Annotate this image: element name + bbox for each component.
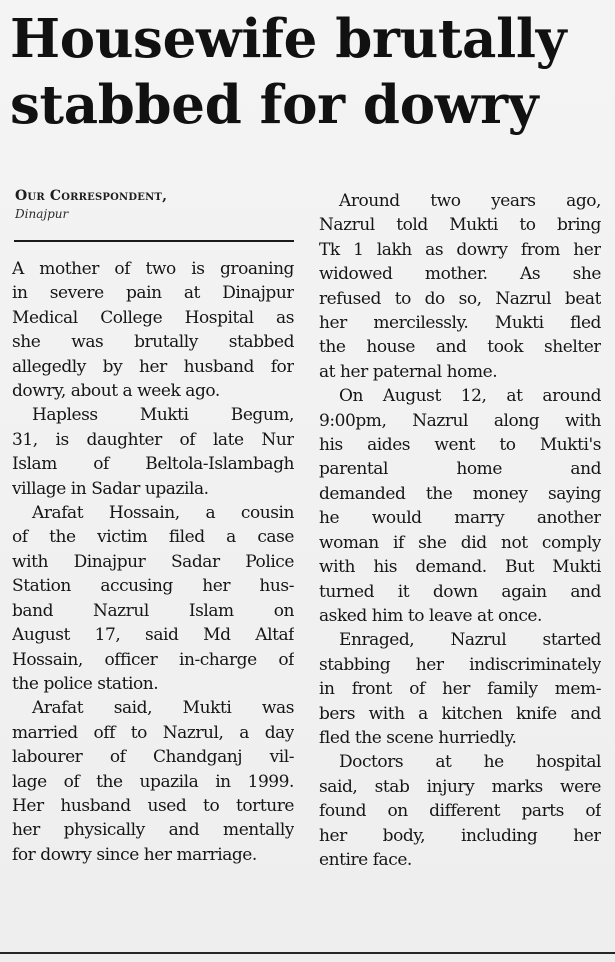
article-line: widowed mother. As she	[319, 264, 601, 285]
article-line: Tk 1 lakh as dowry from her	[319, 239, 601, 260]
article-line: of the victim filed a case	[12, 527, 294, 548]
article-line: Arafat said, Mukti was	[32, 698, 294, 719]
article-line: asked him to leave at once.	[319, 605, 542, 626]
headline-line: stabbed for dowry	[10, 74, 539, 136]
article-line: bers with a kitchen knife and	[319, 703, 601, 724]
article-line: her mercilessly. Mukti fled	[319, 313, 601, 334]
article-line: dowry, about a week ago.	[12, 381, 220, 402]
article-line: he would marry another	[319, 508, 601, 529]
article-line: demanded the money saying	[319, 483, 601, 504]
article-line: parental home and	[319, 459, 601, 480]
article-line: On August 12, at around	[339, 386, 601, 407]
article-line: the house and took shelter	[319, 337, 601, 358]
byline-divider	[14, 240, 294, 242]
article-line: entire face.	[319, 849, 412, 870]
article-line: woman if she did not comply	[319, 532, 601, 553]
article-line: her body, including her	[319, 825, 601, 846]
article-line: in front of her family mem-	[319, 679, 601, 700]
byline-place: Dinajpur	[15, 207, 69, 221]
article-line: Enraged, Nazrul started	[339, 630, 601, 651]
article-line: allegedly by her husband for	[12, 356, 294, 377]
article-line: for dowry since her marriage.	[12, 844, 257, 865]
article-line: band Nazrul Islam on	[12, 600, 294, 621]
bottom-divider	[0, 952, 615, 954]
article-line: Her husband used to torture	[12, 795, 294, 816]
article-line: found on different parts of	[319, 801, 601, 822]
article-line: labourer of Chandganj vil-	[12, 747, 294, 768]
article-line: Doctors at he hospital	[339, 752, 601, 773]
article-line: August 17, said Md Altaf	[12, 625, 294, 646]
article-line: Station accusing her hus-	[12, 576, 294, 597]
article-line: his aides went to Mukti's	[319, 435, 601, 456]
article-line: Medical College Hospital as	[12, 307, 294, 328]
article-line: Islam of Beltola-Islambagh	[12, 454, 294, 475]
article-line: fled the scene hurriedly.	[319, 727, 517, 748]
article-line: Hapless Mukti Begum,	[32, 405, 294, 426]
article-line: 9:00pm, Nazrul along with	[319, 410, 601, 431]
article-line: with Dinajpur Sadar Police	[12, 551, 294, 572]
article-line: lage of the upazila in 1999.	[12, 771, 294, 792]
article-line: A mother of two is groaning	[12, 259, 294, 279]
article-column-right	[319, 189, 601, 872]
article-line: in severe pain at Dinajpur	[12, 283, 294, 304]
article-line: at her paternal home.	[319, 361, 498, 382]
article-line: village in Sadar upazila.	[12, 478, 209, 499]
article-line: Hossain, officer in-charge of	[12, 649, 294, 670]
article-line: stabbing her indiscriminately	[319, 654, 601, 675]
article-line: she was brutally stabbed	[12, 332, 294, 353]
article-line: 31, is daughter of late Nur	[12, 429, 294, 450]
article-line: with his demand. But Mukti	[319, 557, 601, 578]
byline-name: Our Correspondent,	[15, 188, 168, 204]
article-line: said, stab injury marks were	[319, 776, 601, 797]
article-line: Arafat Hossain, a cousin	[32, 503, 294, 524]
article-line: turned it down again and	[319, 581, 601, 602]
article-line: married off to Nazrul, a day	[12, 722, 294, 743]
article-column-left	[12, 257, 294, 867]
article-line: Around two years ago,	[339, 191, 601, 211]
article-line: Nazrul told Mukti to bring	[319, 215, 601, 236]
headline-line: Housewife brutally	[10, 8, 567, 70]
byline	[15, 188, 295, 223]
headline	[10, 6, 608, 138]
article-line: her physically and mentally	[12, 820, 294, 841]
article-line: refused to do so, Nazrul beat	[319, 288, 601, 309]
article-line: the police station.	[12, 673, 159, 694]
